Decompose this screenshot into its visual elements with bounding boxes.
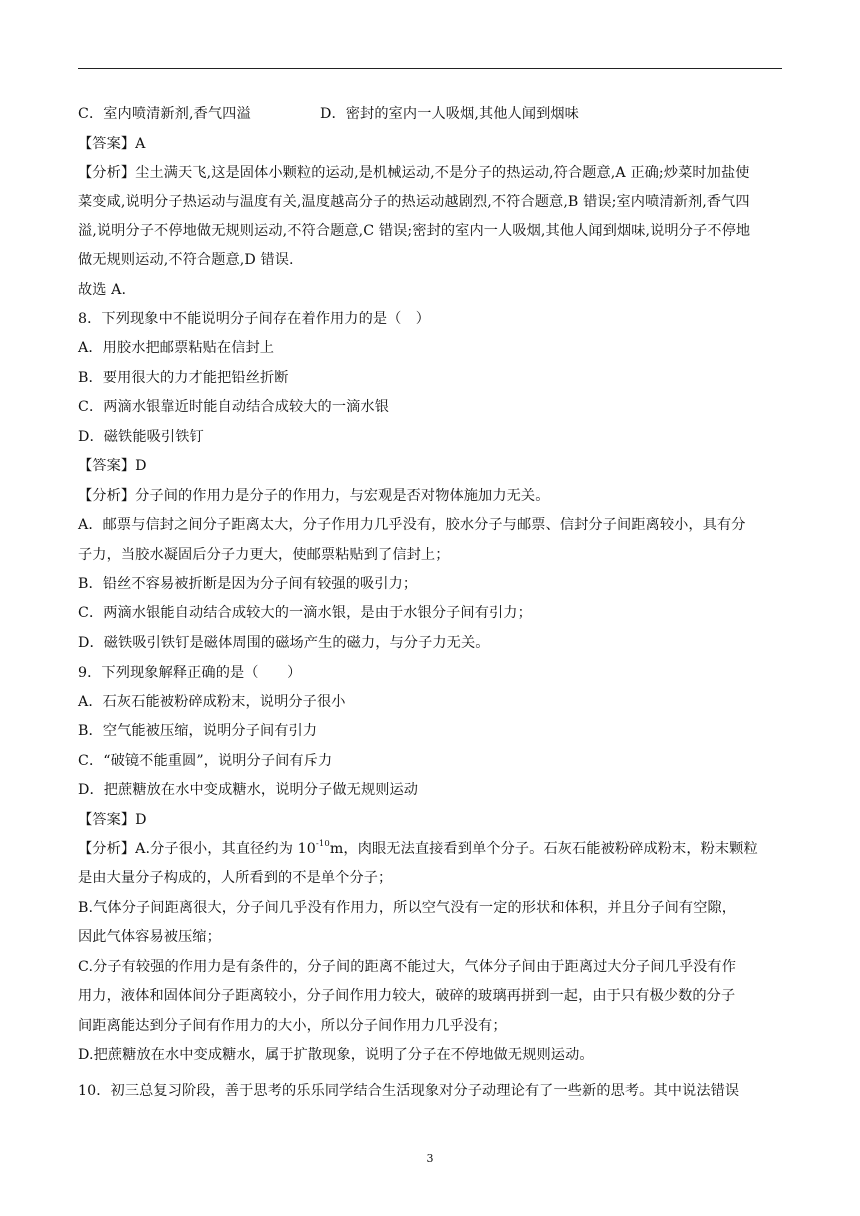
q9-analysis-line: 用力，液体和固体间分子距离较小，分子间作用力较大，破碎的玻璃再拼到一起，由于只有极少数的分子 (78, 988, 736, 1004)
q7-analysis-line: 菜变咸,说明分子热运动与温度有关,温度越高分子的热运动越剧烈,不符合题意,B 错误;室内喷清新剂,香气四 (78, 194, 750, 210)
q9-option-c: C．“破镜不能重圆”，说明分子间有斥力 (78, 753, 333, 769)
q9-analysis-line: 是由大量分子构成的，人所看到的不是单个分子； (78, 870, 393, 886)
q8-answer: 【答案】D (78, 458, 147, 474)
q8-analysis-line: B．铅丝不容易被折断是因为分子间有较强的吸引力； (78, 576, 418, 592)
q9-analysis-line: 因此气体容易被压缩； (78, 929, 221, 945)
q9-answer: 【答案】D (78, 812, 147, 828)
header-rule (78, 68, 782, 69)
q7-analysis-line: 做无规则运动,不符合题意,D 错误. (78, 252, 294, 268)
q9-analysis-line: C.分子有较强的作用力是有条件的，分子间的距离不能过大，气体分子间由于距离过大分子间几乎没有作 (78, 959, 736, 975)
q10-question: 10．初三总复习阶段，善于思考的乐乐同学结合生活现象对分子动理论有了一些新的思考。其中说法错误 (78, 1083, 740, 1099)
q8-analysis-line: 子力，当胶水凝固后分子力更大，使邮票粘贴到了信封上； (78, 547, 450, 563)
q8-option-c: C．两滴水银靠近时能自动结合成较大的一滴水银 (78, 399, 389, 415)
q7-answer: 【答案】A (78, 136, 146, 152)
q9-option-d: D．把蔗糖放在水中变成糖水，说明分子做无规则运动 (78, 782, 419, 798)
q7-option-c: C．室内喷清新剂,香气四溢 (78, 106, 251, 122)
q7-analysis-line: 溢,说明分子不停地做无规则运动,不符合题意,C 错误;密封的室内一人吸烟,其他人闻到烟味,说明分子不停地 (78, 223, 751, 239)
q9-option-a: A．石灰石能被粉碎成粉末，说明分子很小 (78, 694, 346, 710)
q7-conclusion: 故选 A. (78, 282, 127, 298)
q9-analysis-line (78, 839, 784, 859)
q9-analysis-line: B.气体分子间距离很大，分子间几乎没有作用力，所以空气没有一定的形状和体积，并且分子间有空隙， (78, 900, 737, 916)
exponent: -10 (315, 839, 330, 850)
q8-analysis-line: C．两滴水银能自动结合成较大的一滴水银，是由于水银分子间有引力； (78, 605, 532, 621)
q9-analysis-line: D.把蔗糖放在水中变成糖水，属于扩散现象，说明了分子在不停地做无规则运动。 (78, 1047, 594, 1063)
q9-analysis-text: 【分析】A.分子很小，其直径约为 10 (78, 841, 316, 857)
q8-option-b: B．要用很大的力才能把铅丝折断 (78, 370, 289, 386)
q8-option-a: A．用胶水把邮票粘贴在信封上 (78, 340, 275, 356)
q8-option-d: D．磁铁能吸引铁钉 (78, 429, 204, 445)
q8-analysis-line: D．磁铁吸引铁钉是磁体周围的磁场产生的磁力，与分子力无关。 (78, 635, 490, 651)
q8-analysis-line: A．邮票与信封之间分子距离太大，分子作用力几乎没有，胶水分子与邮票、信封分子间距离较小，具有分 (78, 517, 746, 533)
q7-analysis-line: 【分析】尘土满天飞,这是固体小颗粒的运动,是机械运动,不是分子的热运动,符合题意,A 正确;炒菜时加盐使 (78, 165, 750, 181)
q9-question: 9．下列现象解释正确的是（ ） (78, 665, 302, 681)
q8-question: 8．下列现象中不能说明分子间存在着作用力的是（ ） (78, 311, 431, 327)
q9-analysis-line: 间距离能达到分子间有作用力的大小，所以分子间作用力几乎没有； (78, 1018, 507, 1034)
q8-analysis-line: 【分析】分子间的作用力是分子的作用力，与宏观是否对物体施加力无关。 (78, 488, 550, 504)
q9-analysis-text: m，肉眼无法直接看到单个分子。石灰石能被粉碎成粉末，粉末颗粒 (329, 841, 758, 857)
q9-option-b: B．空气能被压缩，说明分子间有引力 (78, 723, 318, 739)
page-number: 3 (426, 1152, 434, 1165)
q7-option-d: D．密封的室内一人吸烟,其他人闻到烟味 (320, 106, 579, 122)
